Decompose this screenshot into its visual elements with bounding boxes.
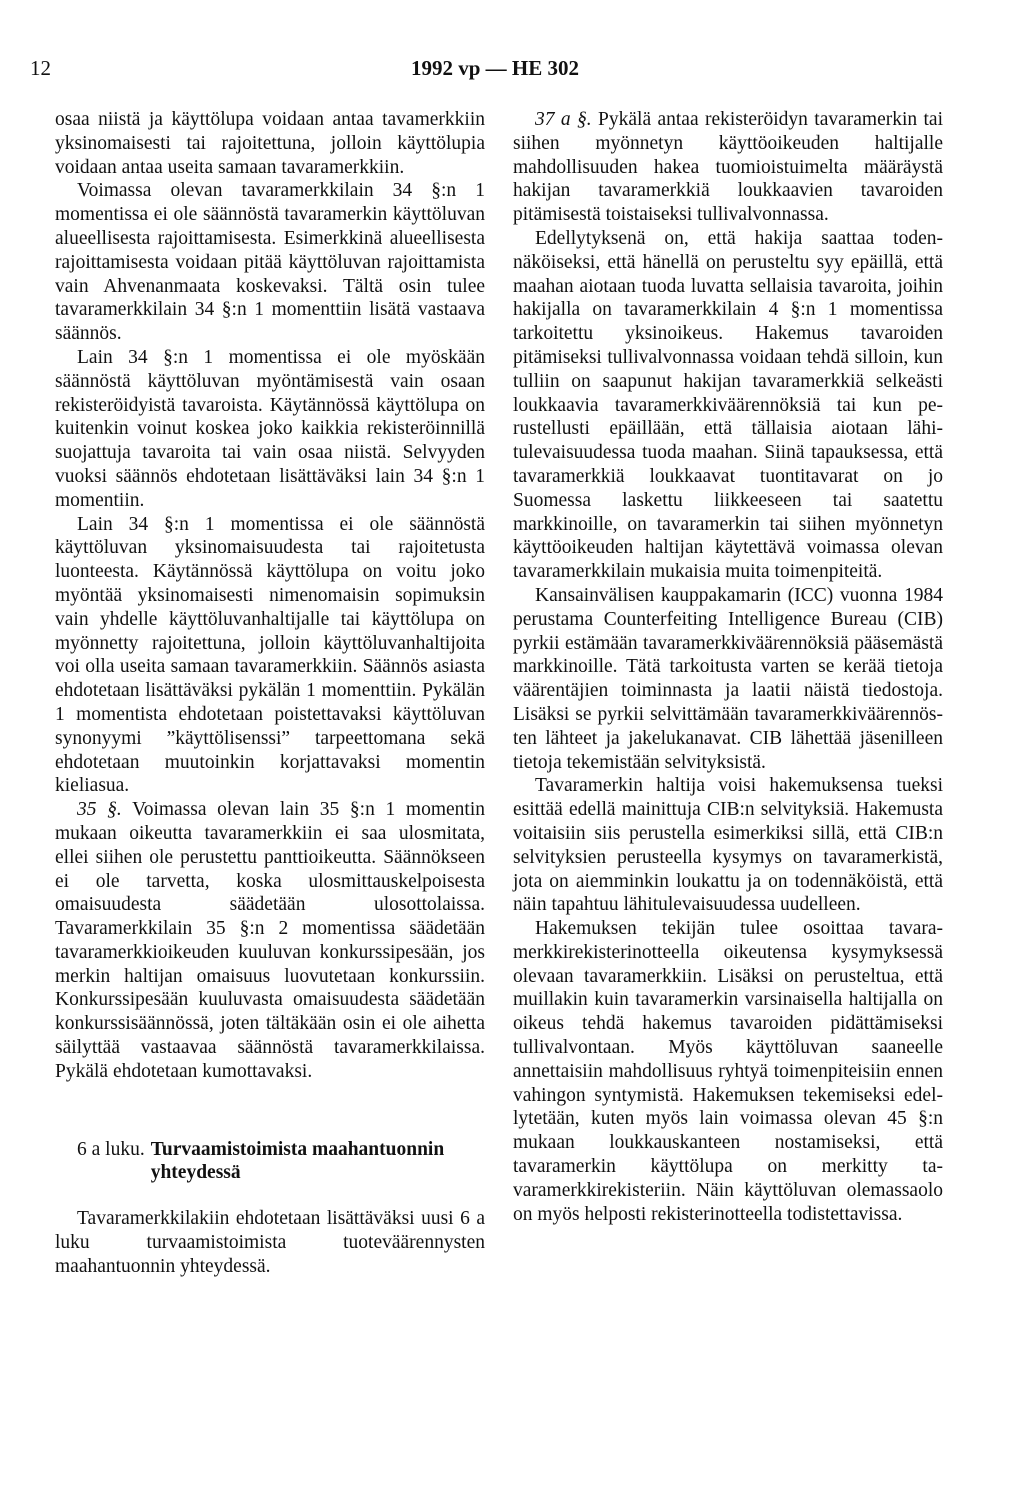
chapter-number: 6 a luku. bbox=[77, 1138, 145, 1160]
section-35-symbol: 35 §. bbox=[77, 799, 122, 821]
chapter-paragraph: Tavaramerkkilakiin ehdotetaan lisättäväksi uusi 6 a luku turvaamistoimista tuoteväärennysten maahantuonnin yhteydessä. bbox=[55, 1208, 485, 1277]
paragraph: Lain 34 §:n 1 momentissa ei ole säännöstä käyttöluvan yksinomaisuudesta tai rajoitetusta luonteesta. Käytännössä käyttölupa on voitu joko myöntää yksinomaisesti nimenomaisin sopimuksin vain yhdelle käyttöluvanhaltijalle tai käyttölupa on myönnetty rajoitettuna, jolloin käyttöluvanhaltijoita voi olla useita samaan tavaramerkkiin. Säännös asiasta ehdotetaan lisättäväksi pykälän 1 momenttiin. Pykälän 1 momentista ehdotetaan poistettavaksi käyttöluvan synonyymi ”käyttölisenssi” tarpeettomana sekä ehdotetaan muutoinkin korjattavaksi momentin kieliasua. bbox=[55, 513, 485, 797]
section-35-paragraph bbox=[55, 798, 485, 1084]
left-column bbox=[55, 108, 485, 1279]
page-header bbox=[30, 56, 960, 86]
chapter-heading bbox=[55, 1138, 485, 1186]
right-column bbox=[513, 108, 943, 1226]
section-37a-paragraph bbox=[513, 108, 943, 227]
paragraph: Lain 34 §:n 1 momentissa ei ole myöskään säännöstä käyttöluvan myöntämisestä vain osaan rekisteröidyistä tavaroista. Käytännössä käyttölupa on kuitenkin voinut koskea joko kaikkia rekisteröinnillä suojattuja tavaroita tai vain osaa niistä. Selvyyden vuoksi säännös ehdotetaan lisättäväksi lain 34 §:n 1 momentiin. bbox=[55, 346, 485, 511]
paragraph: Hakemuksen tekijän tulee osoittaa tavaramerkkirekisterinotteella oikeutensa kysymyksessä olevaan tavaramerkkiin. Lisäksi on perusteltua, että muillakin kuin tavaramerkin varsinaisella haltijalla on oikeus tehdä hakemus tavaroiden pidättämiseksi tullivalvontaan. Myös käyttöluvan saaneelle annettaisiin mahdollisuus ryhtyä toimenpiteisiin ennen vahingon syntymistä. Hakemuksen tekemiseksi edellytetään, kuten myös lain voimassa olevan 45 §:n mukaan loukkauskanteen nostamiseksi, että tavaramerkin käyttölupa on merkitty tavaramerkkirekisteriin. Näin käyttöluvan olemassaolo on myös helposti rekisterinotteella todistettavissa. bbox=[513, 918, 943, 1225]
paragraph: Voimassa olevan tavaramerkkilain 34 §:n 1 momentissa ei ole säännöstä tavaramerkin käyttöluvan alueellisesta rajoittamisesta. Esimerkkinä alueellisesta rajoittamisesta voidaan pitää käyttöluvan rajoittamista vain Ahvenanmaata koskevaksi. Tältä osin tulee tavaramerkkilain 34 §:n 1 momenttiin lisätä vastaava säännös. bbox=[55, 180, 485, 345]
paragraph: Edellytyksenä on, että hakija saattaa todennäköiseksi, että hänellä on perusteltu syy epäillä, että maahan aiotaan tuoda luvatta sellaisia tavaroita, joihin hakijalla on tavaramerkkilain 4 §:n 1 momentissa tarkoitettu yksinoikeus. Hakemus tavaroiden pitämiseksi tullivalvonnassa voidaan tehdä silloin, kun tulliin on saapunut hakijan tavaramerkkiä selkeästi loukkaavia tavaramerkkiväärennöksiä tai kun perustellusti epäillään, että tällaisia aiotaan lähitulevaisuudessa tuoda maahan. Siinä tapauksessa, että tavaramerkkiä loukkaavat tuontitavarat on jo Suomessa laskettu liikkeeseen tai saatettu markkinoille, on tavaramerkin tai siihen myönnetyn käyttöoikeuden haltijan käytettävä voimassa olevan tavaramerkkilain mukaisia muita toimenpiteitä. bbox=[513, 227, 943, 583]
paragraph: osaa niistä ja käyttölupa voidaan antaa tavamerkkiin yksinomaisesti tai rajoitettuna, jolloin käyttölupia voidaan antaa useita samaan tavaramerkkiin. bbox=[55, 109, 485, 178]
paragraph: Tavaramerkin haltija voisi hakemuksensa tueksi esittää edellä mainittuja CIB:n selvityksiä. Hakemusta voitaisiin siis perustella esimerkiksi sillä, että CIB:n selvityksien perusteella kysymys on tavaramerkistä, jota on aiemminkin loukattu ja on todennäköistä, että näin tapahtuu lähitulevaisuudessa uudelleen. bbox=[513, 775, 943, 916]
section-35-text: Voimassa olevan lain 35 §:n 1 momentin mukaan oikeutta tavaramerkkiin ei saa ulosmitata, ellei siihen ole perustettu panttioikeutta. Säännökseen ei ole tarvetta, koska ulosmittauskelpoisesta omaisuudesta säädetään ulosottolaissa. Tavaramerkkilain 35 §:n 2 momentissa säädetään tavaramerkkioikeuden kuuluvan konkurssipesään, jos merkin haltijan omaisuus luovutetaan konkurssiin. Konkurssipesään kuuluvasta omaisuudesta säädetään konkurssisäännössä, joten tältäkään osin ei ole aihetta säilyttää vastaavaa säännöstä tavaramerkkilaissa. Pykälä ehdotetaan kumottavaksi. bbox=[55, 799, 485, 1082]
paragraph: Kansainvälisen kauppakamarin (ICC) vuonna 1984 perustama Counterfeiting Intelligence Bureau (CIB) pyrkii estämään tavaramerkkiväärennöksiä pääsemästä markkinoille. Tätä tarkoitusta varten se kerää tietoja väärentäjien toiminnasta ja laatii näistä tiedostoja. Lisäksi se pyrkii selvittämään tavaramerkkiväärennösten lähteet ja jakelukanavat. CIB lähettää jäsenilleen tietoja tekemistään selvityksistä. bbox=[513, 584, 943, 773]
page-number: 12 bbox=[30, 56, 51, 80]
chapter-title: Turvaamistoimista maahantuonnin yhteydessä bbox=[150, 1138, 445, 1184]
header-title: 1992 vp — HE 302 bbox=[410, 56, 580, 80]
section-37a-symbol: 37 a §. bbox=[535, 109, 592, 130]
section-37a-text: Pykälä antaa rekisteröidyn tavaramerkin tai siihen myönnetyn käyttöoikeuden haltijalle mahdollisuuden hakea tuomioistuimelta määräystä hakijan tavaramerkkiä loukkaavien tavaroiden pitämisestä toistaiseksi tullivalvonnassa. bbox=[513, 109, 944, 226]
